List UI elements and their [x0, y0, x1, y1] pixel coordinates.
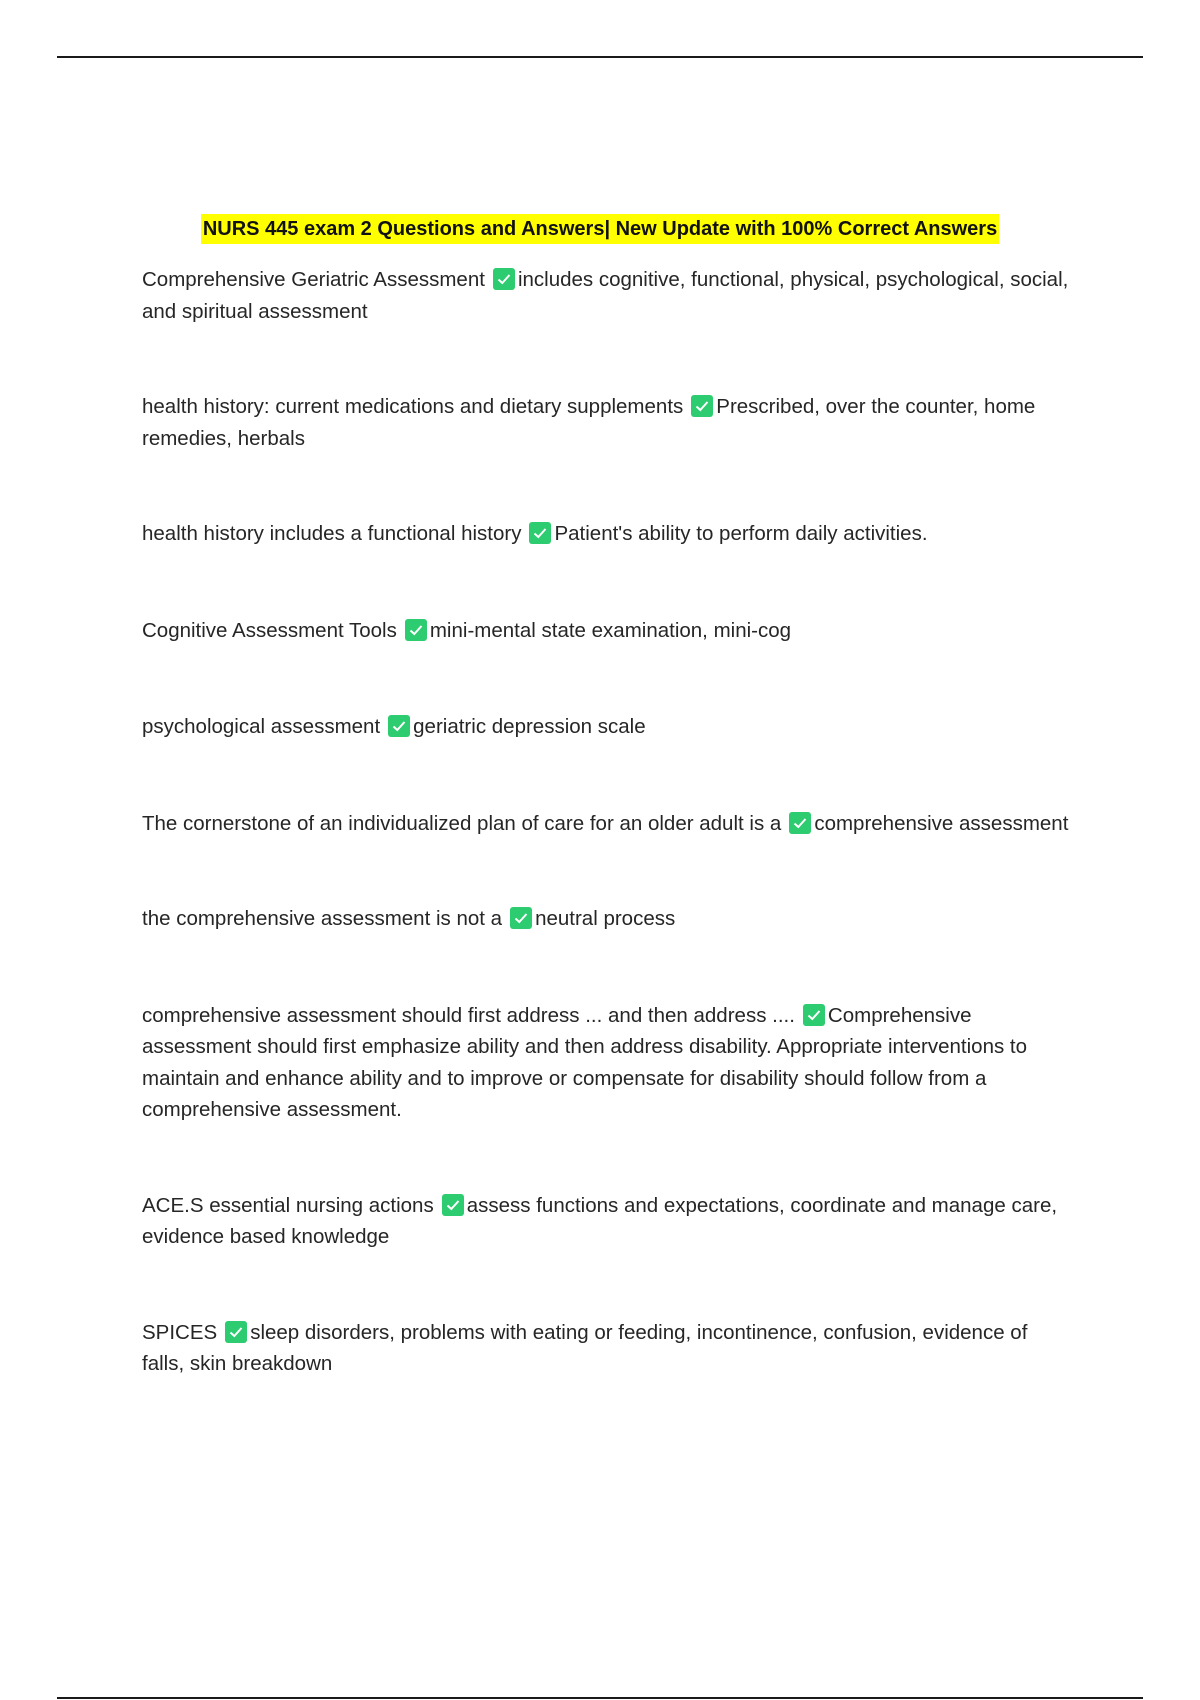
question-text: SPICES — [142, 1320, 218, 1344]
header-rule — [57, 56, 1143, 58]
qa-item — [142, 808, 1072, 840]
check-box-icon — [388, 715, 410, 737]
qa-item — [142, 391, 1072, 454]
question-text: health history: current medications and dietary supplements — [142, 395, 684, 418]
question-text: the comprehensive assessment is not a — [142, 907, 503, 930]
question-text: comprehensive assessment should first address ... and then address .... — [142, 1003, 795, 1027]
question-text: psychological assessment — [142, 715, 381, 738]
answer-text: sleep disorders, problems with eating or feeding, incontinence, confusion, evidence of falls, skin breakdown — [142, 1320, 1028, 1375]
qa-item — [142, 264, 1072, 327]
check-box-icon — [510, 907, 532, 929]
qa-item — [142, 903, 1072, 935]
check-box-icon — [803, 1004, 825, 1026]
qa-item — [142, 518, 1072, 550]
question-text: ACE.S essential nursing actions — [142, 1193, 434, 1217]
qa-item — [142, 1190, 1072, 1253]
answer-text: includes cognitive, functional, physical, psychological, social, and spiritual assessment — [142, 268, 1069, 323]
title-container — [0, 214, 1200, 244]
check-box-icon — [691, 395, 713, 417]
document-title: NURS 445 exam 2 Questions and Answers| New Update with 100% Correct Answers — [201, 214, 999, 244]
check-box-icon — [789, 812, 811, 834]
answer-text: geriatric depression scale — [413, 715, 646, 738]
question-text: Cognitive Assessment Tools — [142, 618, 397, 642]
answer-text: assess functions and expectations, coordinate and manage care, evidence based knowledge — [142, 1193, 1058, 1248]
qa-list — [142, 264, 1072, 1380]
question-text: The cornerstone of an individualized plan of care for an older adult is a — [142, 811, 782, 835]
check-box-icon — [529, 522, 551, 544]
check-box-icon — [442, 1194, 464, 1216]
answer-text: neutral process — [535, 907, 676, 930]
footer-rule — [57, 1697, 1143, 1699]
qa-item — [142, 1317, 1072, 1380]
qa-item — [142, 711, 1072, 743]
answer-text: Patient's ability to perform daily activities. — [554, 522, 928, 545]
question-text: health history includes a functional history — [142, 522, 522, 545]
check-box-icon — [493, 268, 515, 290]
answer-text: comprehensive assessment — [814, 811, 1069, 835]
check-box-icon — [225, 1321, 247, 1343]
answer-text: Prescribed, over the counter, home remedies, herbals — [142, 395, 1036, 450]
qa-item — [142, 615, 1072, 647]
answer-text: mini-mental state examination, mini-cog — [429, 618, 792, 642]
answer-text: Comprehensive assessment should first emphasize ability and then address disability. Appropriate interventions to maintain and enhance ability and to improve or compensate for disability should follow from a comprehensive assessment. — [142, 1003, 1028, 1121]
question-text: Comprehensive Geriatric Assessment — [142, 268, 485, 291]
qa-item — [142, 1000, 1072, 1126]
check-box-icon — [405, 619, 427, 641]
